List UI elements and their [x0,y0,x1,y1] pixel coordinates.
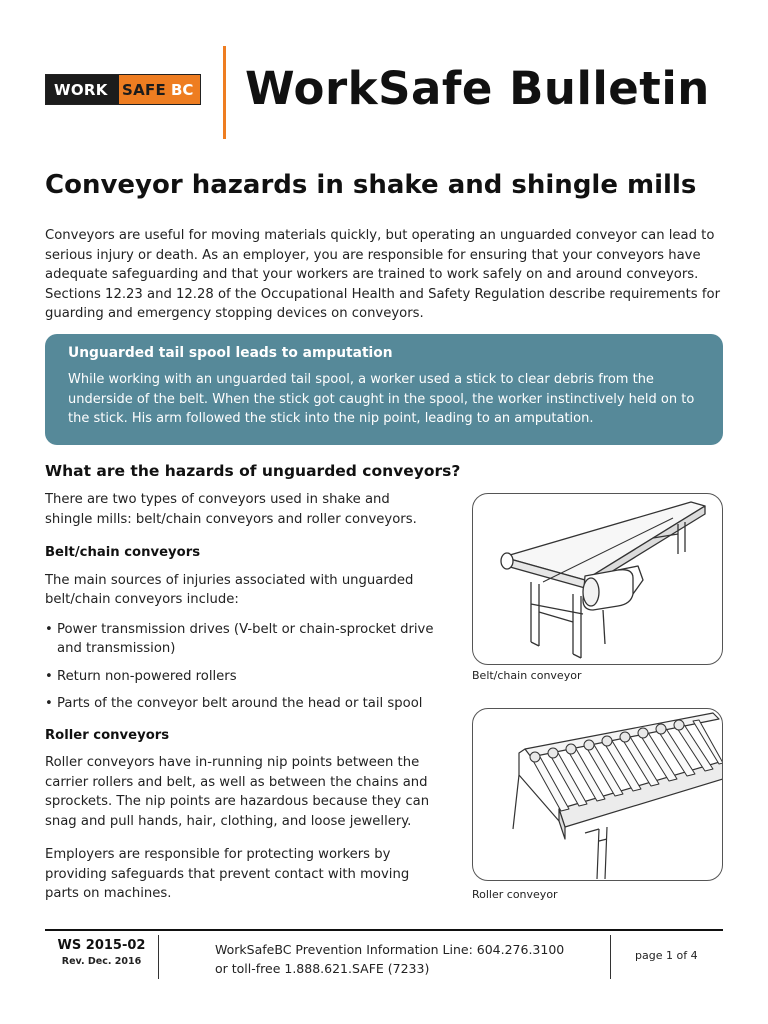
logo-safe: SAFE [119,75,171,104]
prevention-info [215,940,564,978]
hazards-column [45,490,440,918]
roller-text: Roller conveyors have in-running nip points between the carrier rollers and belt, as well as between the chains and sprockets. The nip points are hazardous because they can snag and pull hands, hair, clothing, and loose jewellery. [45,755,430,829]
info-line-tollfree: or toll-free 1.888.621.SAFE (7233) [215,961,430,976]
roller-heading: Roller conveyors [45,727,170,743]
hazards-heading: What are the hazards of unguarded conveyors? [45,462,461,480]
revision-date: Rev. Dec. 2016 [61,956,142,967]
belt-text: The main sources of injuries associated with unguarded belt/chain conveyors include: [45,572,414,607]
belt-conveyor-illustration [472,493,723,665]
footer [45,931,723,981]
intro-paragraph: Conveyors are useful for moving materials quickly, but operating an unguarded conveyor can lead to serious injury or death. As an employer, you are responsible for ensuring that your conveyors have adequate safeguarding and that your workers are trained to work safely on and around conveyors. Sections 12.23 and 12.28 of the Occupational Health and Safety Regulation describe requirements for guarding and emergency stopping devices on conveyors. [45,228,720,321]
page-title: Conveyor hazards in shake and shingle mills [45,170,697,200]
employers-text: Employers are responsible for protecting workers by providing safeguards that prevent contact with moving parts on machines. [45,847,410,901]
info-line-phone: WorkSafeBC Prevention Information Line: 604.276.3100 [215,942,565,957]
list-item: • Power transmission drives (V-belt or chain-sprocket drive and transmission) [45,620,440,659]
bulletin-code-block [45,931,158,967]
worksafebc-logo [45,74,201,105]
header-divider [223,46,226,139]
roller-conveyor-caption: Roller conveyor [472,888,558,901]
callout-body: While working with an unguarded tail spool, a worker used a stick to clear debris from the underside of the belt. When the stick got caught in the spool, the worker instinctively held on to the stick. His arm followed the stick into the nip point, leading to an amputation. [68,372,695,426]
bulletin-code: WS 2015-02 [57,938,146,953]
belt-conveyor-caption: Belt/chain conveyor [472,669,582,682]
belt-heading: Belt/chain conveyors [45,545,201,560]
footer-separator [610,935,611,979]
page-number: page 1 of 4 [635,949,698,962]
logo-bc: BC [171,75,200,104]
bulletin-title: WorkSafe Bulletin [245,62,710,115]
footer-separator [158,935,159,979]
hazards-intro: There are two types of conveyors used in shake and shingle mills: belt/chain conveyors and roller conveyors. [45,492,417,527]
belt-bullet-list [45,620,440,714]
list-item: • Return non-powered rollers [45,667,440,687]
roller-conveyor-illustration [472,708,723,881]
callout-heading: Unguarded tail spool leads to amputation [68,345,393,361]
logo-work: WORK [46,75,119,104]
list-item: • Parts of the conveyor belt around the head or tail spool [45,694,440,714]
incident-callout [45,334,723,445]
